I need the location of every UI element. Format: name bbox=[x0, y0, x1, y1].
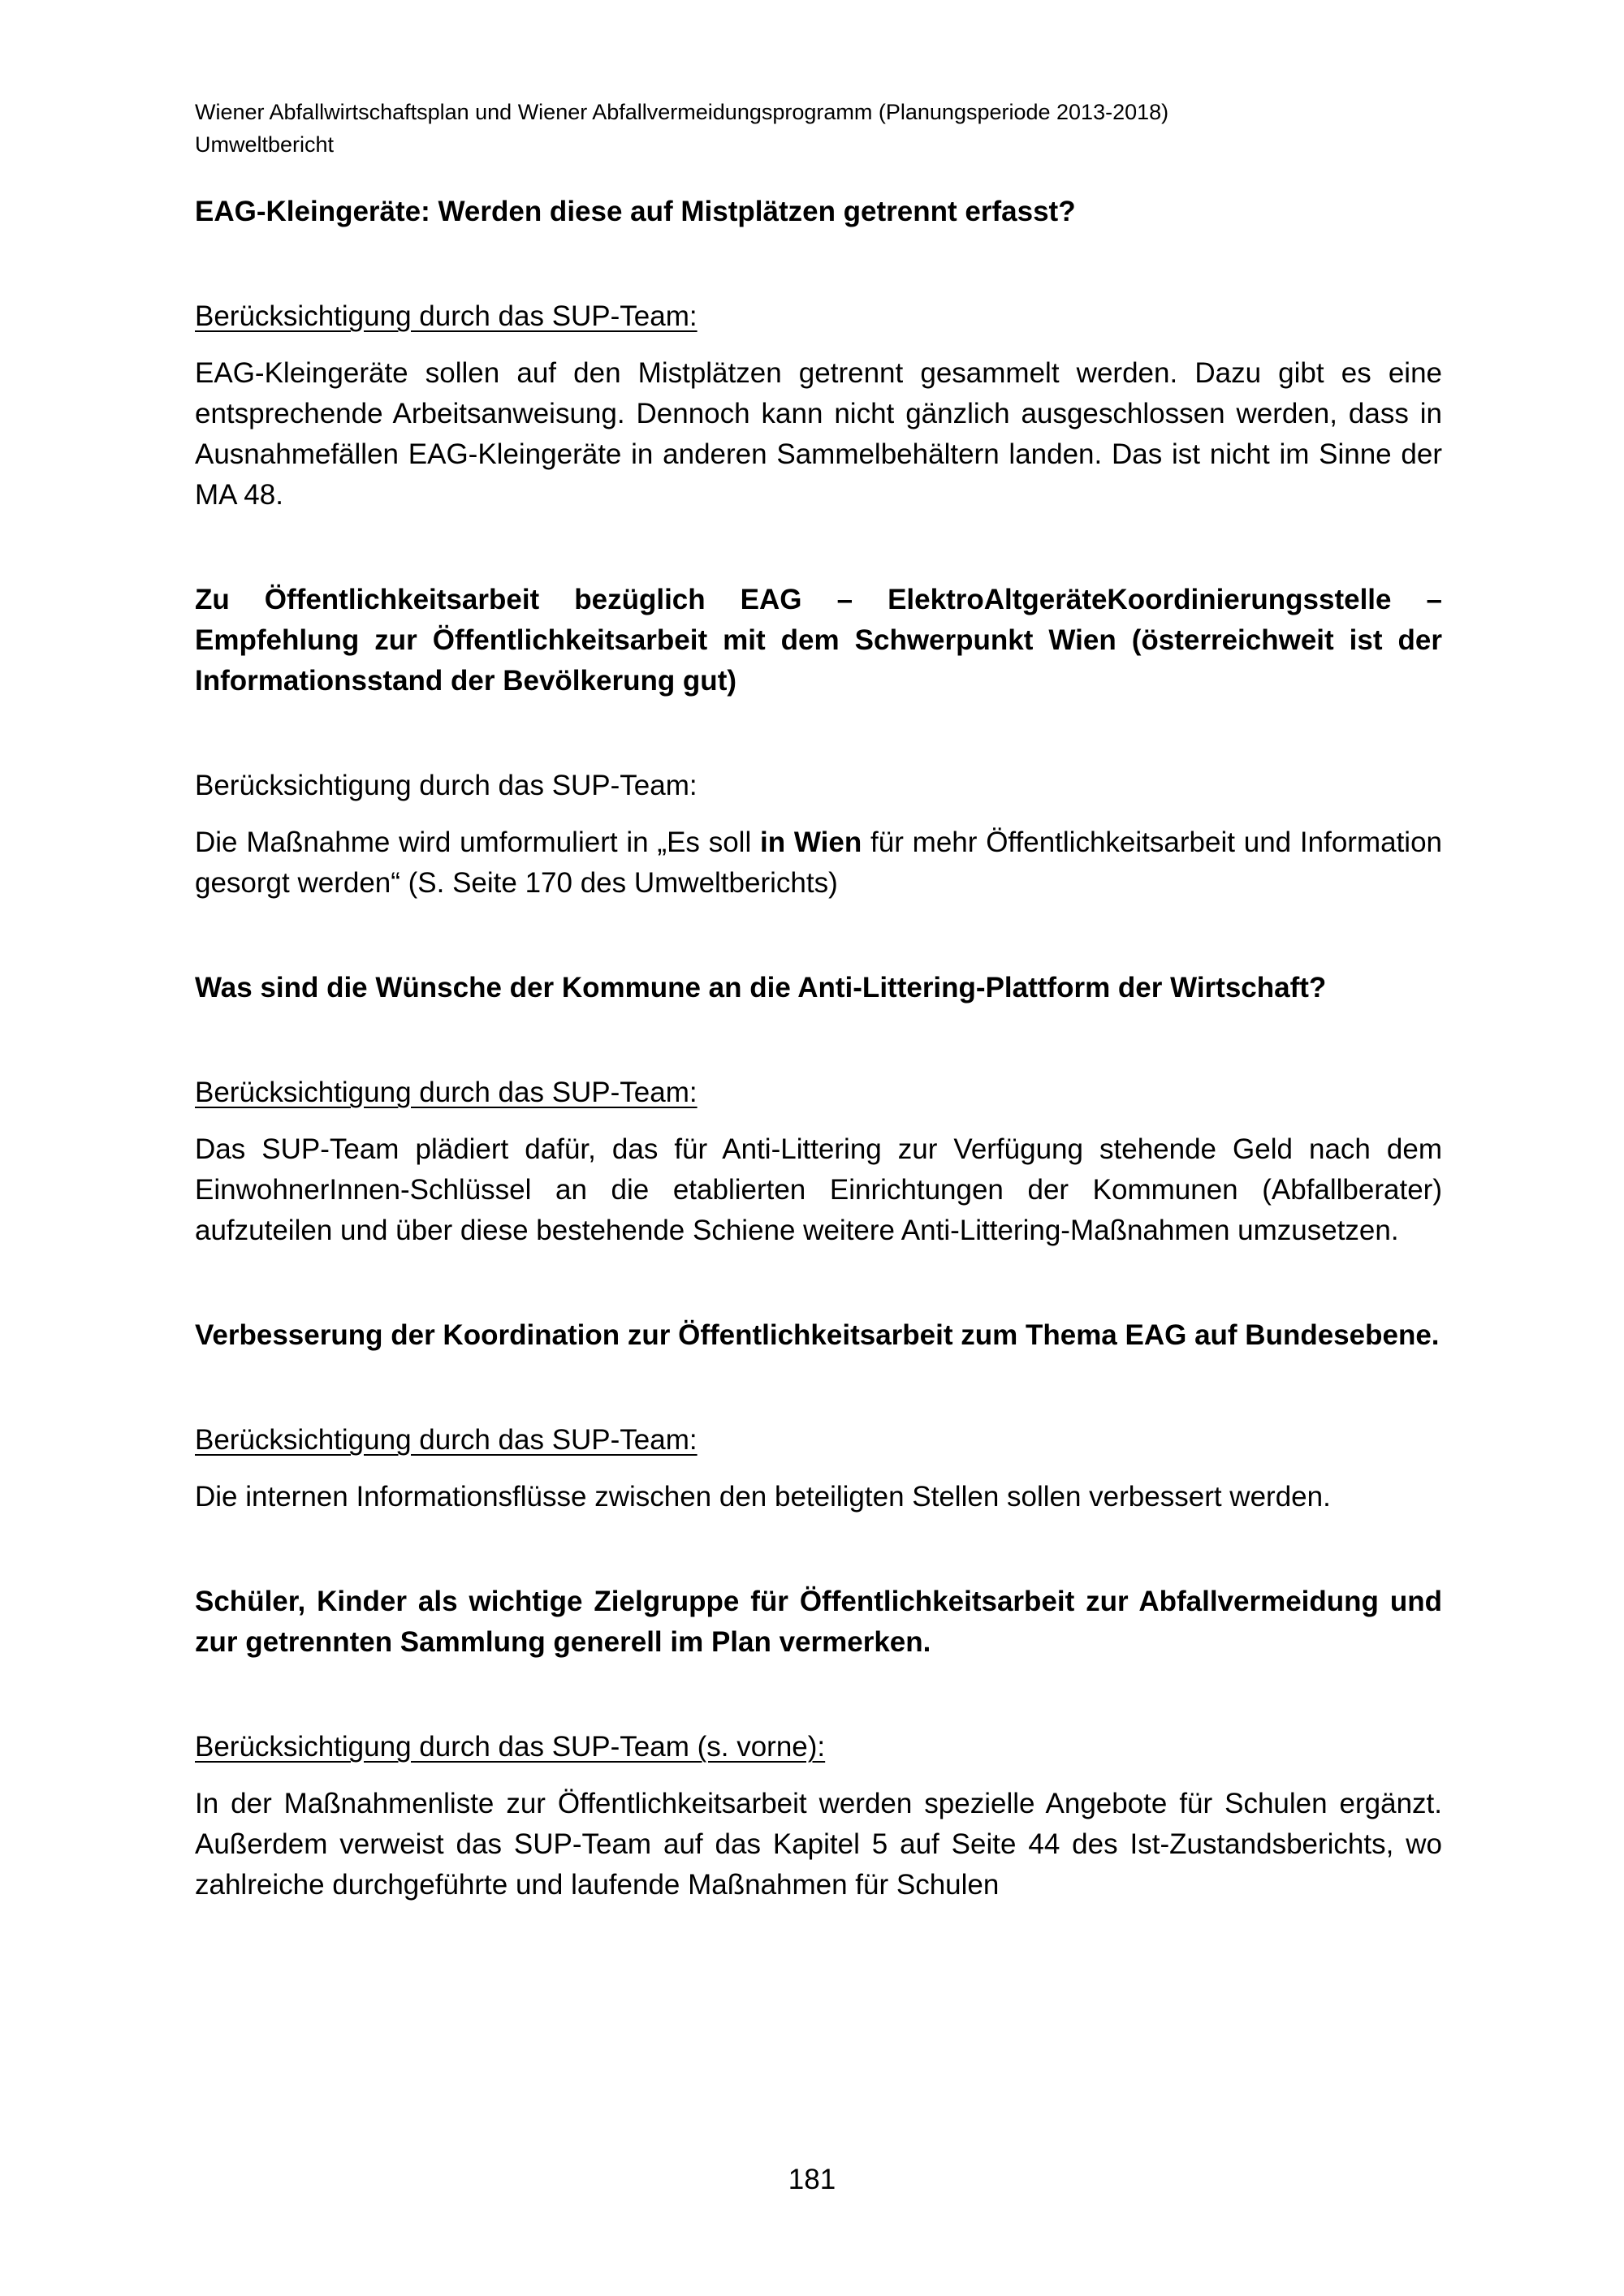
section-answer bbox=[195, 822, 1442, 904]
section-answer: Die internen Informationsflüsse zwischen den beteiligten Stellen sollen verbessert werden. bbox=[195, 1481, 1331, 1513]
page-number: 181 bbox=[788, 2164, 836, 2195]
section-label: Berücksichtigung durch das SUP-Team: bbox=[195, 770, 698, 801]
section-answer: EAG-Kleingeräte sollen auf den Mistplätzen getrennt gesammelt werden. Dazu gibt es eine entsprechende Arbeitsanweisung. Dennoch kann nicht gänzlich ausgeschlossen werden, dass in Ausnahmefällen EAG-Kleingeräte in anderen Sammelbehältern landen. Das ist nicht im Sinne der MA 48. bbox=[195, 357, 1442, 511]
section-anti-littering bbox=[195, 968, 1442, 1251]
section-schueler-kinder bbox=[195, 1582, 1442, 1905]
document-body bbox=[195, 192, 1442, 1905]
section-eag-kleingeraete bbox=[195, 192, 1442, 516]
section-question: Verbesserung der Koordination zur Öffentlichkeitsarbeit zum Thema EAG auf Bundesebene. bbox=[195, 1319, 1440, 1351]
section-label: Berücksichtigung durch das SUP-Team (s. vorne): bbox=[195, 1731, 826, 1763]
section-label: Berücksichtigung durch das SUP-Team: bbox=[195, 1424, 698, 1456]
header-title: Wiener Abfallwirtschaftsplan und Wiener Abfallvermeidungsprogramm (Planungsperiode 2013-2018) bbox=[195, 100, 1169, 124]
section-question: Zu Öffentlichkeitsarbeit bezüglich EAG – ElektroAltgeräteKoordinierungsstelle – Empfehlung zur Öffentlichkeitsarbeit mit dem Schwerpunkt Wien (österreichweit ist der Informationsstand der Bevölkerung gut) bbox=[195, 584, 1442, 697]
section-label: Berücksichtigung durch das SUP-Team: bbox=[195, 1077, 698, 1108]
section-answer: In der Maßnahmenliste zur Öffentlichkeitsarbeit werden spezielle Angebote für Schulen ergänzt. Außerdem verweist das SUP-Team auf das Kapitel 5 auf Seite 44 des Ist-Zustandsberichts, wo zahlreiche durchgeführte und laufende Maßnahmen für Schulen bbox=[195, 1788, 1442, 1901]
answer-text-part: für mehr Öffentlichkeitsarbeit und Information gesorgt werden“ (S. Seite 170 des Umweltberichts) bbox=[195, 826, 1443, 899]
section-question: EAG-Kleingeräte: Werden diese auf Mistplätzen getrennt erfasst? bbox=[195, 196, 1076, 227]
section-label: Berücksichtigung durch das SUP-Team: bbox=[195, 300, 698, 332]
section-koordination-bundesebene bbox=[195, 1315, 1442, 1517]
section-oeffentlichkeitsarbeit-eag bbox=[195, 580, 1442, 904]
section-question: Was sind die Wünsche der Kommune an die Anti-Littering-Plattform der Wirtschaft? bbox=[195, 972, 1327, 1003]
answer-emphasis: in Wien bbox=[760, 826, 862, 858]
section-answer: Das SUP-Team plädiert dafür, das für Anti-Littering zur Verfügung stehende Geld nach dem EinwohnerInnen-Schlüssel an die etablierten Einrichtungen der Kommunen (Abfallberater) aufzuteilen und über diese bestehende Schiene weitere Anti-Littering-Maßnahmen umzusetzen. bbox=[195, 1133, 1442, 1246]
answer-text-part: Die Maßnahme wird umformuliert in „Es soll bbox=[195, 826, 761, 858]
document-header bbox=[195, 96, 1445, 161]
header-subtitle: Umweltbericht bbox=[195, 132, 335, 157]
section-question: Schüler, Kinder als wichtige Zielgruppe für Öffentlichkeitsarbeit zur Abfallvermeidung und zur getrennten Sammlung generell im Plan vermerken. bbox=[195, 1586, 1442, 1658]
